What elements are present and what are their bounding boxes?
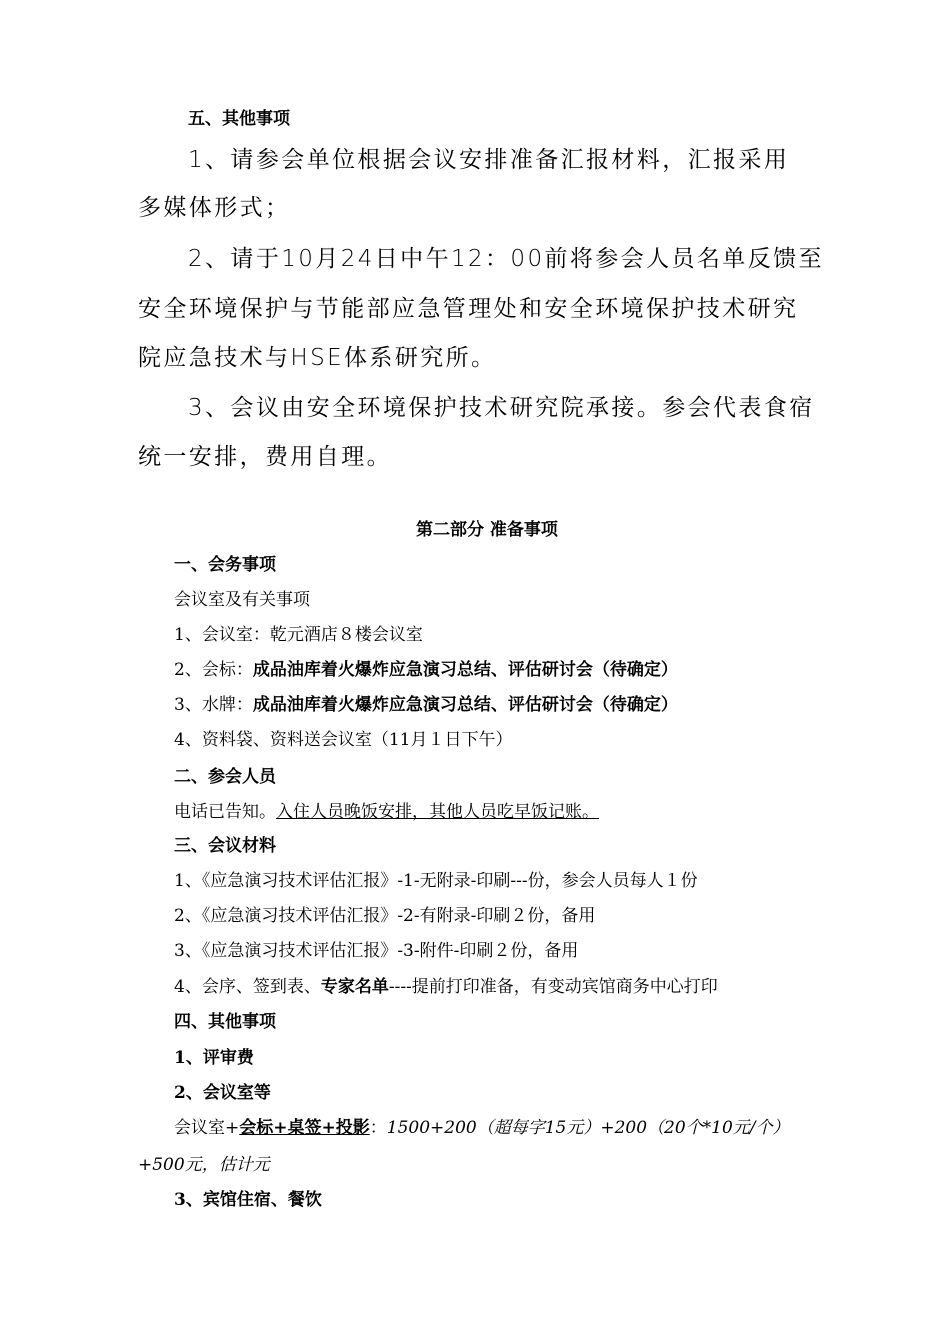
- text-prefix: 3、水牌：: [174, 695, 253, 715]
- section-heading: 一、会务事项: [174, 555, 276, 575]
- text-line: +500元，估计元: [138, 1155, 270, 1175]
- bold-underlined-text: 会标+桌签+投影: [239, 1118, 370, 1138]
- bold-text: 专家名单: [320, 977, 389, 997]
- text-line: 会议室及有关事项: [174, 590, 310, 610]
- paragraph-line: 统一安排，费用自理。: [138, 444, 392, 470]
- text-line: 1、会议室：乾元酒店８楼会议室: [174, 625, 423, 645]
- paragraph-line: 多媒体形式；: [138, 195, 291, 221]
- paragraph-line: 3、会议由安全环境保护技术研究院承接。参会代表食宿: [188, 395, 815, 421]
- section-heading: 三、会议材料: [174, 836, 276, 856]
- section-heading-other-matters: 五、其他事项: [188, 109, 290, 129]
- subheading: 1、评审费: [174, 1048, 254, 1068]
- section-heading: 四、其他事项: [174, 1012, 276, 1032]
- text-prefix: 2、会标：: [174, 660, 253, 680]
- subheading: 2、会议室等: [174, 1083, 271, 1103]
- bold-text: 成品油库着火爆炸应急演习总结、评估研讨会（待确定）: [252, 660, 678, 680]
- text-line: [174, 972, 718, 997]
- bold-text: 成品油库着火爆炸应急演习总结、评估研讨会（待确定）: [252, 695, 678, 715]
- text-line: 2、《应急演习技术评估汇报》-2-有附录-印刷２份，备用: [174, 906, 596, 926]
- text-suffix: ----提前打印准备，有变动宾馆商务中心打印: [388, 977, 718, 997]
- text-line: [174, 690, 678, 715]
- text-prefix: 会议室+: [174, 1118, 240, 1138]
- text-line: 1、《应急演习技术评估汇报》-1-无附录-印刷---份，参会人员每人１份: [174, 871, 698, 891]
- text-line: [174, 655, 678, 680]
- colon: ：: [369, 1118, 387, 1138]
- paragraph-line: 2、请于10月24日中午12：00前将参会人员名单反馈至: [188, 246, 824, 272]
- underlined-text: 入住人员晚饭安排，其他人员吃早饭记账。: [276, 802, 599, 822]
- subheading: 3、宾馆住宿、餐饮: [174, 1190, 322, 1210]
- text-line: [174, 1113, 790, 1138]
- text-prefix: 电话已告知。: [174, 802, 276, 822]
- italic-text: 1500+200（超每字15元）+200（20个*10元/个）: [386, 1118, 790, 1138]
- text-prefix: 4、会序、签到表、: [174, 977, 321, 997]
- section-heading: 二、参会人员: [174, 767, 276, 787]
- paragraph-line: 院应急技术与HSE体系研究所。: [138, 345, 497, 371]
- text-line: [174, 797, 599, 822]
- part-title: 第二部分 准备事项: [416, 520, 558, 540]
- paragraph-line: 1、请参会单位根据会议安排准备汇报材料，汇报采用: [188, 147, 790, 173]
- text-line: 4、资料袋、资料送会议室（11月１日下午）: [174, 730, 513, 750]
- text-line: 3、《应急演习技术评估汇报》-3-附件-印刷２份，备用: [174, 941, 579, 961]
- paragraph-line: 安全环境保护与节能部应急管理处和安全环境保护技术研究: [138, 296, 799, 322]
